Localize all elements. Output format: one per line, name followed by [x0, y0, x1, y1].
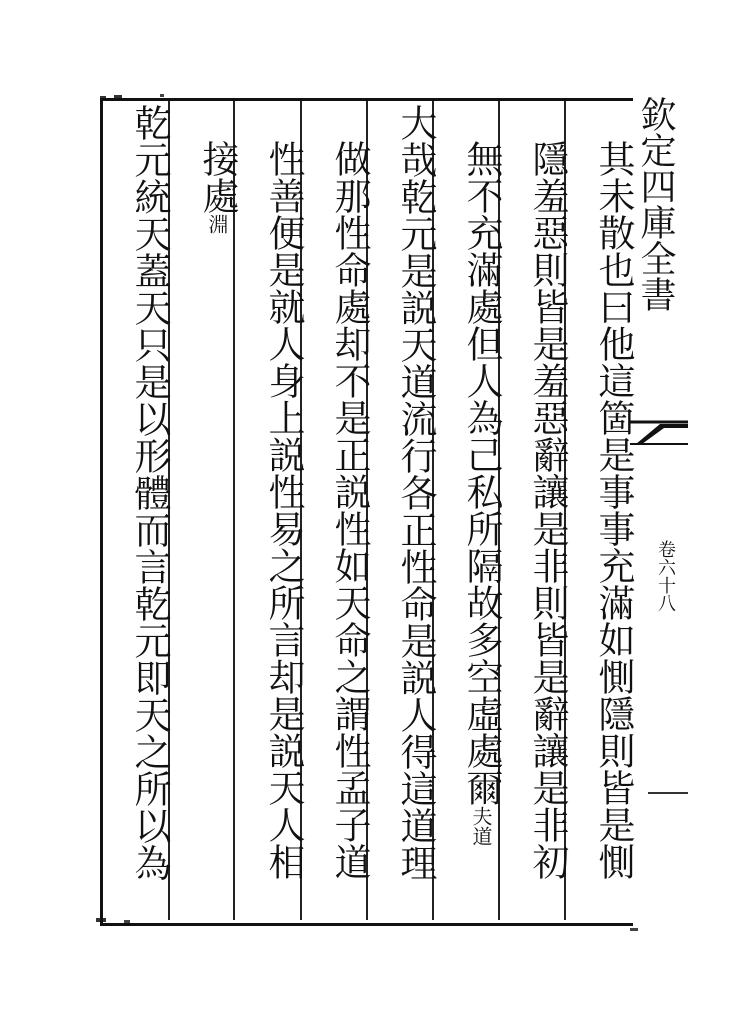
volume-number: 卷六十八 — [655, 540, 676, 612]
interlinear-note: 夫道 — [469, 806, 493, 846]
text-column-3 — [446, 140, 502, 846]
text-column-7 — [182, 140, 238, 234]
interlinear-note: 淵 — [205, 214, 229, 234]
text-column-2: 隱羞惡則皆是羞惡辭讓是非則皆是辭讓是非初 — [526, 140, 569, 880]
page-banner — [630, 88, 690, 928]
text-column-5: 做那性命處却不是正説性如天命之謂性孟子道 — [328, 140, 371, 880]
text-column-3-main: 無不充滿處但人為己私所隔故多空虛處爾 — [460, 140, 503, 806]
collection-title: 欽定四庫全書 — [635, 96, 676, 312]
text-column-6: 性善便是就人身上説性易之所言却是説天人相 — [262, 140, 305, 880]
text-column-8: 乾元統天蓋天只是以形體而言乾元即天之所以為 — [128, 104, 171, 881]
text-column-7-main: 接處 — [196, 140, 239, 214]
text-column-1: 其未散也曰他這箇是事事充滿如惻隱則皆是惻 — [592, 140, 635, 880]
fish-tail-mark — [630, 420, 688, 446]
text-column-4: 大哉乾元是説天道流行各正性命是説人得這道理 — [394, 104, 437, 881]
